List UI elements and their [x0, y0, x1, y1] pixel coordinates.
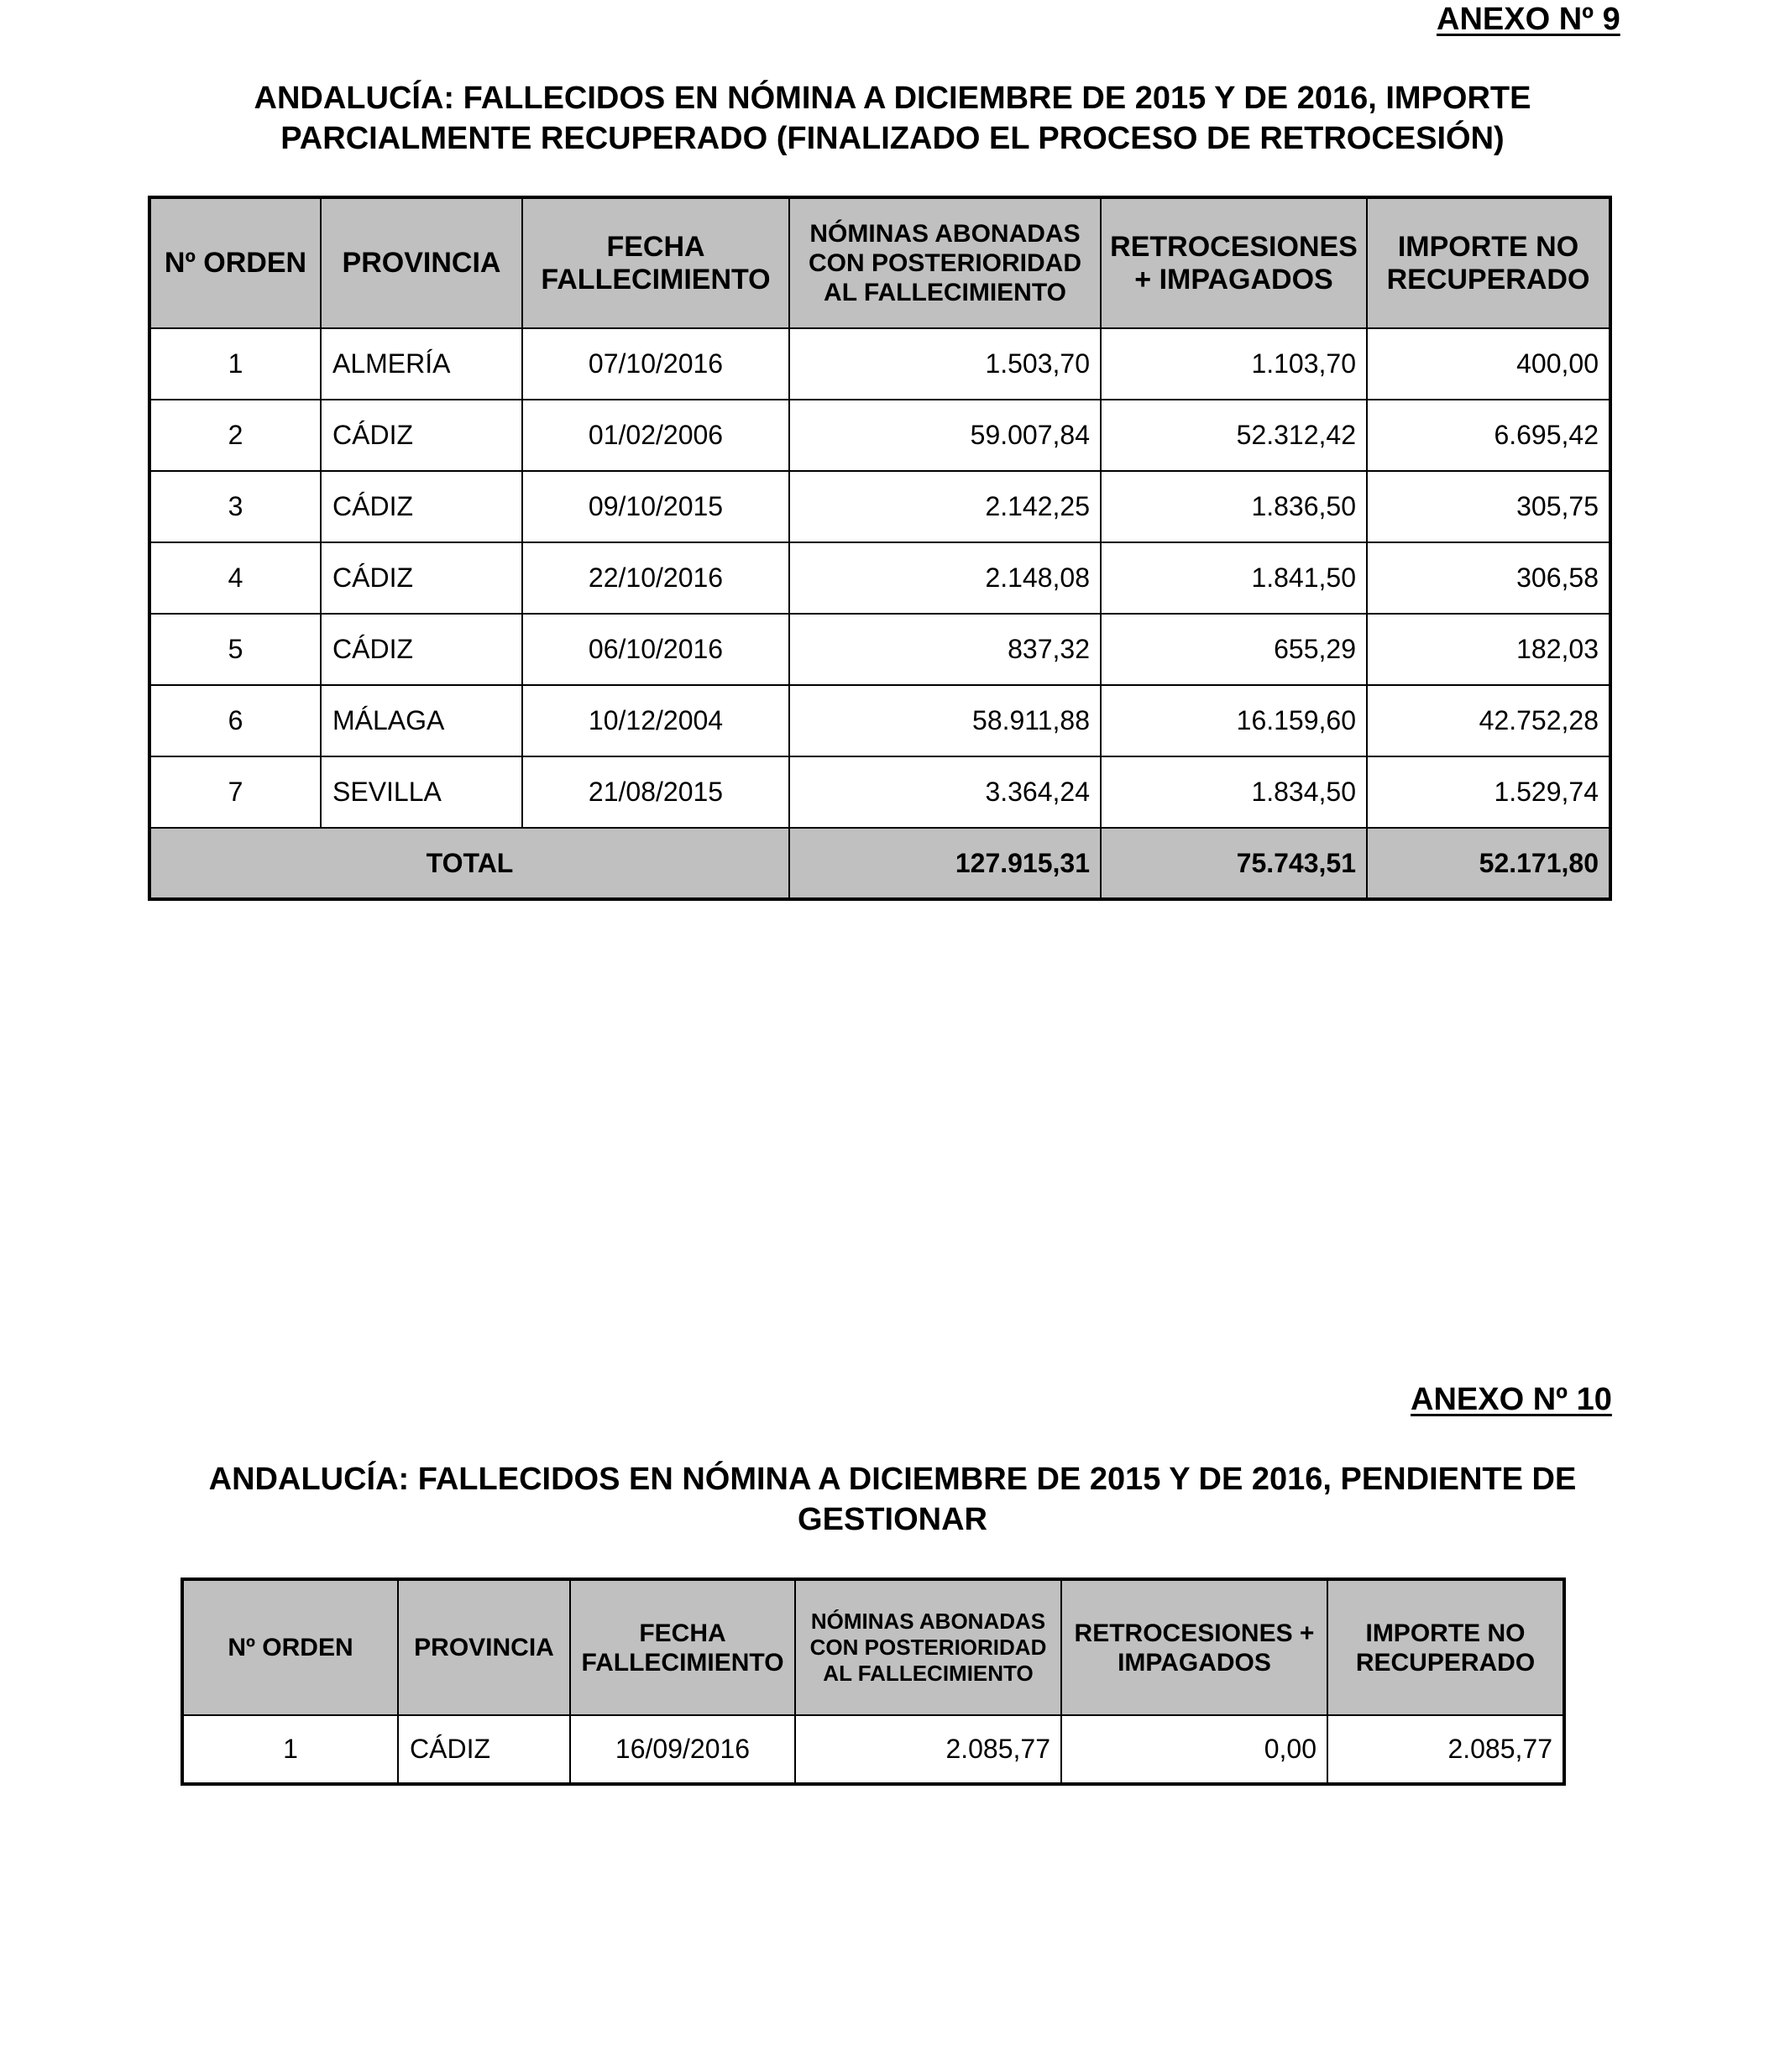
- header-fecha-line1: FECHA: [606, 230, 705, 263]
- anexo-10-header-row: [182, 1579, 1564, 1715]
- cell-provincia: ALMERÍA: [321, 328, 522, 400]
- header-provincia: PROVINCIA: [321, 197, 522, 328]
- cell-nominas: 1.503,70: [789, 328, 1101, 400]
- anexo-9-label: ANEXO Nº 9: [1437, 2, 1620, 37]
- cell-fecha: 09/10/2015: [522, 471, 789, 542]
- header-importe: [1327, 1579, 1564, 1715]
- cell-provincia: SEVILLA: [321, 756, 522, 828]
- header-nominas-line3: AL FALLECIMIENTO: [823, 1661, 1034, 1686]
- cell-retrocesiones: 655,29: [1101, 614, 1367, 685]
- table-row: [149, 614, 1610, 685]
- anexo-10-table: [181, 1578, 1566, 1786]
- cell-retrocesiones: 0,00: [1061, 1715, 1327, 1784]
- header-fecha: [522, 197, 789, 328]
- header-importe: [1367, 197, 1610, 328]
- cell-provincia: CÁDIZ: [321, 400, 522, 471]
- header-nominas-line3: AL FALLECIMIENTO: [824, 279, 1066, 306]
- header-nominas-line1: NÓMINAS ABONADAS: [809, 220, 1081, 248]
- cell-provincia: CÁDIZ: [321, 471, 522, 542]
- total-retrocesiones: 75.743,51: [1101, 828, 1367, 899]
- total-nominas: 127.915,31: [789, 828, 1101, 899]
- header-fecha-line2: FALLECIMIENTO: [581, 1648, 784, 1677]
- cell-fecha: 21/08/2015: [522, 756, 789, 828]
- cell-retrocesiones: 16.159,60: [1101, 685, 1367, 756]
- header-importe-line1: IMPORTE NO: [1365, 1619, 1526, 1647]
- table-row: [149, 400, 1610, 471]
- cell-importe: 2.085,77: [1327, 1715, 1564, 1784]
- cell-retrocesiones: 1.836,50: [1101, 471, 1367, 542]
- cell-provincia: CÁDIZ: [398, 1715, 570, 1784]
- cell-orden: 5: [149, 614, 321, 685]
- header-importe-line2: RECUPERADO: [1386, 263, 1590, 296]
- anexo-9-title-line2: PARCIALMENTE RECUPERADO (FINALIZADO EL PROCESO DE RETROCESIÓN): [280, 121, 1505, 156]
- cell-importe: 6.695,42: [1367, 400, 1610, 471]
- total-importe: 52.171,80: [1367, 828, 1610, 899]
- anexo-9-header-row: [149, 197, 1610, 328]
- cell-retrocesiones: 1.834,50: [1101, 756, 1367, 828]
- cell-importe: 1.529,74: [1367, 756, 1610, 828]
- header-fecha-line1: FECHA: [639, 1619, 726, 1647]
- table-row: [149, 328, 1610, 400]
- cell-provincia: MÁLAGA: [321, 685, 522, 756]
- anexo-10-title: [0, 1459, 1785, 1540]
- header-nominas: [795, 1579, 1061, 1715]
- cell-orden: 1: [149, 328, 321, 400]
- header-retro-line1: RETROCESIONES: [1110, 230, 1358, 263]
- cell-orden: 1: [182, 1715, 398, 1784]
- cell-importe: 305,75: [1367, 471, 1610, 542]
- table-row: [149, 685, 1610, 756]
- header-provincia: PROVINCIA: [398, 1579, 570, 1715]
- cell-nominas: 59.007,84: [789, 400, 1101, 471]
- header-retrocesiones: [1061, 1579, 1327, 1715]
- cell-nominas: 2.142,25: [789, 471, 1101, 542]
- header-importe-line1: IMPORTE NO: [1397, 230, 1579, 263]
- table-row: [149, 471, 1610, 542]
- header-retro-line2: + IMPAGADOS: [1134, 263, 1333, 296]
- cell-orden: 7: [149, 756, 321, 828]
- table-row: [182, 1715, 1564, 1784]
- anexo-10-title-line1: ANDALUCÍA: FALLECIDOS EN NÓMINA A DICIEMBRE DE 2015 Y DE 2016, PENDIENTE DE: [208, 1462, 1577, 1497]
- cell-nominas: 837,32: [789, 614, 1101, 685]
- cell-importe: 400,00: [1367, 328, 1610, 400]
- cell-provincia: CÁDIZ: [321, 614, 522, 685]
- header-nominas: [789, 197, 1101, 328]
- total-label: TOTAL: [149, 828, 789, 899]
- header-fecha: [570, 1579, 795, 1715]
- cell-fecha: 16/09/2016: [570, 1715, 795, 1784]
- cell-fecha: 06/10/2016: [522, 614, 789, 685]
- cell-importe: 306,58: [1367, 542, 1610, 614]
- cell-nominas: 2.085,77: [795, 1715, 1061, 1784]
- header-nominas-line2: CON POSTERIORIDAD: [808, 249, 1082, 277]
- cell-importe: 182,03: [1367, 614, 1610, 685]
- header-retro-line1: RETROCESIONES +: [1074, 1619, 1315, 1647]
- cell-orden: 3: [149, 471, 321, 542]
- header-orden: Nº ORDEN: [182, 1579, 398, 1715]
- cell-fecha: 01/02/2006: [522, 400, 789, 471]
- cell-retrocesiones: 1.103,70: [1101, 328, 1367, 400]
- cell-fecha: 07/10/2016: [522, 328, 789, 400]
- cell-fecha: 10/12/2004: [522, 685, 789, 756]
- anexo-9-title-line1: ANDALUCÍA: FALLECIDOS EN NÓMINA A DICIEMBRE DE 2015 Y DE 2016, IMPORTE: [254, 81, 1531, 116]
- anexo-10-label: ANEXO Nº 10: [1411, 1382, 1612, 1417]
- anexo-9-title: [0, 78, 1785, 159]
- anexo-10-title-line2: GESTIONAR: [798, 1502, 987, 1537]
- table-row: [149, 756, 1610, 828]
- header-nominas-line2: CON POSTERIORIDAD: [809, 1635, 1047, 1660]
- header-retrocesiones: [1101, 197, 1367, 328]
- header-orden: Nº ORDEN: [149, 197, 321, 328]
- cell-provincia: CÁDIZ: [321, 542, 522, 614]
- anexo-9-table: [148, 196, 1612, 901]
- cell-orden: 6: [149, 685, 321, 756]
- header-importe-line2: RECUPERADO: [1355, 1648, 1536, 1677]
- cell-fecha: 22/10/2016: [522, 542, 789, 614]
- cell-orden: 4: [149, 542, 321, 614]
- header-fecha-line2: FALLECIMIENTO: [541, 263, 771, 296]
- cell-orden: 2: [149, 400, 321, 471]
- header-retro-line2: IMPAGADOS: [1118, 1648, 1271, 1677]
- cell-retrocesiones: 1.841,50: [1101, 542, 1367, 614]
- cell-nominas: 58.911,88: [789, 685, 1101, 756]
- cell-nominas: 2.148,08: [789, 542, 1101, 614]
- header-nominas-line1: NÓMINAS ABONADAS: [810, 1609, 1046, 1634]
- cell-nominas: 3.364,24: [789, 756, 1101, 828]
- table-row: [149, 542, 1610, 614]
- cell-retrocesiones: 52.312,42: [1101, 400, 1367, 471]
- total-row: [149, 828, 1610, 899]
- cell-importe: 42.752,28: [1367, 685, 1610, 756]
